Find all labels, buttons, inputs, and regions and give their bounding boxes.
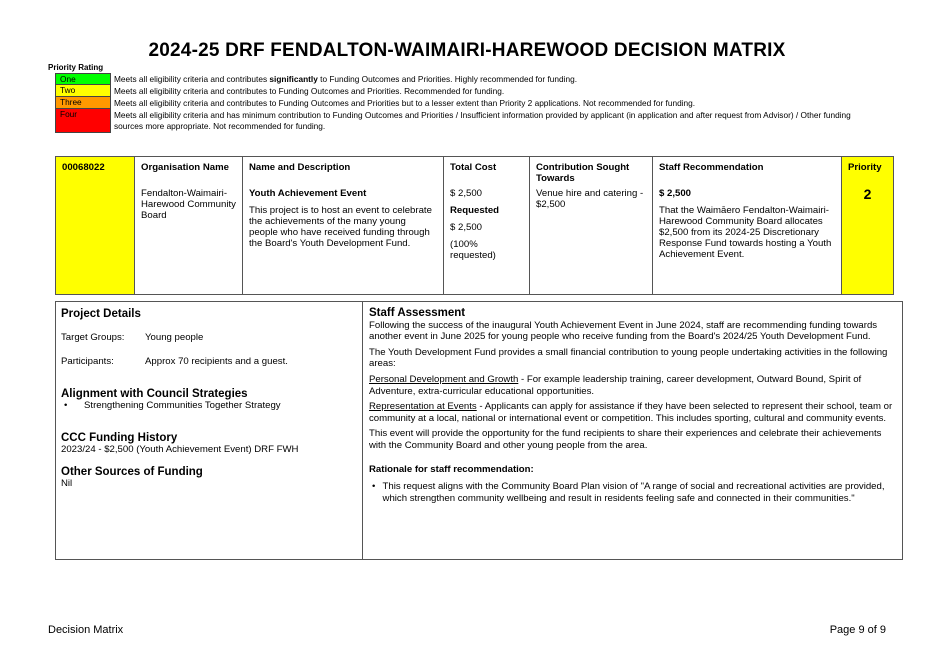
funding-history-item: 2023/24 - $2,500 (Youth Achievement Event) DRF FWH bbox=[61, 444, 299, 455]
requested-label: Requested bbox=[450, 205, 500, 216]
participants-label: Participants: bbox=[61, 356, 114, 367]
legend-text-three: Meets all eligibility criteria and contributes to Funding Outcomes and Priorities but to a lesser extent than Priority 2 applications. Not recommended for funding. bbox=[114, 98, 696, 108]
bullet-icon: • bbox=[64, 400, 68, 411]
rationale-item bbox=[369, 481, 896, 504]
alignment-item-text: Strengthening Communities Together Strategy bbox=[84, 400, 281, 411]
area-2-text: - Applicants can apply for assistance if they have been selected to represent their school, team or community at a local, national or international event or competition. This includes sporting, cultural and community events. bbox=[369, 401, 893, 424]
staff-recommendation-cell bbox=[653, 157, 842, 295]
organisation-header: Organisation Name bbox=[141, 162, 229, 173]
project-details-column bbox=[56, 302, 363, 559]
rationale-heading: Rationale for staff recommendation: bbox=[369, 463, 534, 475]
legend-chip-three: Three bbox=[55, 97, 111, 109]
legend-text-two: Meets all eligibility criteria and contributes to Funding Outcomes and Priorities. Recommended for funding. bbox=[114, 86, 505, 96]
priority-legend bbox=[55, 73, 875, 133]
organisation-name: Fendalton-Waimairi-Harewood Community Board bbox=[141, 188, 236, 221]
other-funding-heading: Other Sources of Funding bbox=[61, 466, 203, 478]
project-details-heading: Project Details bbox=[61, 308, 141, 320]
contribution-header: Contribution Sought Towards bbox=[536, 162, 630, 184]
area-1-text: - For example leadership training, career development, Outward Bound, Spirit of Adventure, extra-curricular educational opportunities. bbox=[369, 373, 862, 397]
contribution-value: Venue hire and catering - $2,500 bbox=[536, 188, 644, 210]
legend-row-three bbox=[55, 97, 875, 109]
legend-text-one: Meets all eligibility criteria and contributes significantly to Funding Outcomes and Priorities. Highly recommended for funding. bbox=[114, 74, 578, 84]
area-2-title: Representation at Events bbox=[369, 401, 477, 413]
staff-recommendation-header: Staff Recommendation bbox=[659, 162, 764, 173]
legend-row-four bbox=[55, 109, 875, 133]
rationale-item-text: This request aligns with the Community Board Plan vision of "A range of social and recreational activities are provided, which strengthen community wellbeing and result in residents feeling safe and connected in their communities." bbox=[382, 481, 885, 504]
legend-chip-one: One bbox=[55, 73, 111, 85]
priority-header: Priority bbox=[848, 162, 882, 173]
application-id-cell bbox=[56, 157, 135, 295]
legend-row-two bbox=[55, 85, 875, 97]
name-description-cell bbox=[243, 157, 444, 295]
footer-page-number: Page 9 of 9 bbox=[829, 624, 886, 636]
name-description-header: Name and Description bbox=[249, 162, 351, 173]
assessment-area-2 bbox=[369, 401, 896, 424]
organisation-cell bbox=[135, 157, 243, 295]
target-groups-row bbox=[61, 332, 357, 343]
target-groups-value: Young people bbox=[145, 332, 204, 343]
page-title: 2024-25 DRF FENDALTON-WAIMAIRI-HAREWOOD DECISION MATRIX bbox=[148, 40, 786, 61]
application-table bbox=[55, 156, 894, 295]
total-cost-cell bbox=[444, 157, 530, 295]
assessment-paragraph-1: Following the success of the inaugural Youth Achievement Event in June 2024, staff are recommending funding towards another event in June 2025 for young people who receive funding from the Board's 2024/25 Youth Development Fund. bbox=[369, 319, 878, 343]
other-funding-item: Nil bbox=[61, 478, 73, 489]
priority-cell bbox=[842, 157, 894, 295]
assessment-paragraph-2: The Youth Development Fund provides a small financial contribution to young people undertaking activities in the following areas: bbox=[369, 346, 888, 370]
assessment-paragraph-3: This event will provide the opportunity for the fund recipients to share their experiences and celebrate their achievements with the Community Board and other young people from the area. bbox=[369, 428, 882, 451]
application-id: 00068022 bbox=[62, 162, 105, 173]
staff-assessment-heading: Staff Assessment bbox=[369, 307, 466, 319]
alignment-heading: Alignment with Council Strategies bbox=[61, 388, 248, 400]
requested-percent: (100% requested) bbox=[450, 239, 496, 261]
total-cost-header: Total Cost bbox=[450, 162, 497, 173]
funding-history-heading: CCC Funding History bbox=[61, 432, 178, 444]
footer-document-name: Decision Matrix bbox=[48, 624, 124, 636]
contribution-cell bbox=[530, 157, 653, 295]
bullet-icon: • bbox=[372, 481, 376, 493]
details-panel bbox=[55, 301, 903, 560]
priority-rating-caption: Priority Rating bbox=[48, 63, 104, 72]
legend-chip-four: Four bbox=[55, 109, 111, 133]
area-1-title: Personal Development and Growth bbox=[369, 373, 519, 385]
assessment-area-1 bbox=[369, 374, 896, 397]
participants-row bbox=[61, 356, 357, 367]
event-description: This project is to host an event to celebrate the achievements of the many young people who have received funding through the Board's Youth Development Fund. bbox=[249, 205, 432, 249]
requested-amount: $ 2,500 bbox=[450, 222, 483, 233]
staff-assessment-column bbox=[363, 302, 902, 559]
recommendation-amount: $ 2,500 bbox=[659, 188, 692, 199]
priority-value: 2 bbox=[863, 186, 872, 202]
legend-row-one bbox=[55, 73, 875, 85]
event-name: Youth Achievement Event bbox=[249, 188, 367, 199]
legend-text-four: Meets all eligibility criteria and has minimum contribution to Funding Outcomes and Priorities / Insufficient information provided by applicant (in application and after request from Advisor) / Other funding sources more appropriate. Not recommended for funding. bbox=[114, 110, 851, 131]
total-cost-value: $ 2,500 bbox=[450, 188, 483, 199]
alignment-item bbox=[61, 400, 357, 411]
recommendation-text: That the Waimāero Fendalton-Waimairi-Harewood Community Board allocates $2,500 from its 2024-25 Discretionary Response Fund towards hosting a Youth Achievement Event. bbox=[659, 205, 832, 260]
legend-chip-two: Two bbox=[55, 85, 111, 97]
participants-value: Approx 70 recipients and a guest. bbox=[145, 356, 288, 367]
target-groups-label: Target Groups: bbox=[61, 332, 125, 343]
